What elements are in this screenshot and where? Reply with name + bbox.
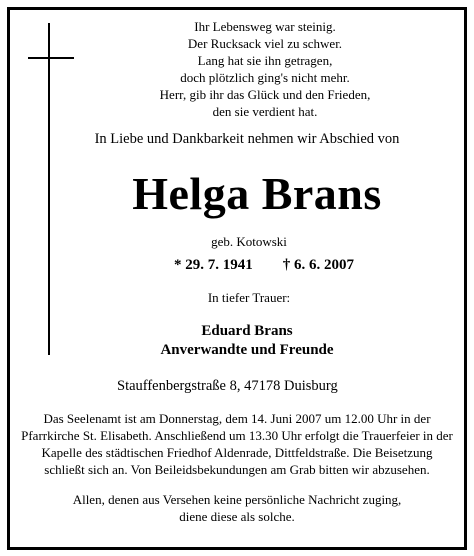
poem-line: Herr, gib ihr das Glück und den Frieden, xyxy=(159,87,371,102)
birth-date: * 29. 7. 1941 xyxy=(174,257,253,273)
family-address: Stauffenbergstraße 8, 47178 Duisburg xyxy=(117,378,338,394)
maiden-name: geb. Kotowski xyxy=(211,234,287,249)
life-dates xyxy=(174,257,354,274)
poem xyxy=(100,18,430,120)
death-date: † 6. 6. 2007 xyxy=(282,257,354,273)
deceased-name: Helga Brans xyxy=(132,168,382,219)
mourner-name: Anverwandte und Freunde xyxy=(160,342,334,358)
poem-line: den sie verdient hat. xyxy=(212,104,318,119)
notice-line: Das Seelenamt ist am Donnerstag, dem 14. Juni 2007 um 12.00 Uhr in der xyxy=(43,411,431,426)
notice-line: Kapelle des städtischen Friedhof Aldenrade, Dittfeldstraße. Die Beisetzung xyxy=(41,445,433,460)
notice-line: Pfarrkirche St. Elisabeth. Anschließend um 13.30 Uhr erfolgt die Trauerfeier in der xyxy=(21,428,453,443)
mourner-name: Eduard Brans xyxy=(201,323,293,339)
poem-line: doch plötzlich ging's nicht mehr. xyxy=(180,70,350,85)
closing-note xyxy=(0,491,474,525)
service-notice xyxy=(0,410,474,478)
poem-line: Lang hat sie ihn getragen, xyxy=(197,53,333,68)
notice-line: schließt sich an. Von Beileidsbekundungen am Grab bitten wir abzusehen. xyxy=(44,462,430,477)
cross-horizontal-bar xyxy=(28,57,74,59)
farewell-intro: In Liebe und Dankbarkeit nehmen wir Abschied von xyxy=(94,131,400,147)
mourners-list xyxy=(10,322,474,360)
mourning-intro: In tiefer Trauer: xyxy=(207,290,291,305)
closing-line: Allen, denen aus Versehen keine persönliche Nachricht zuging, xyxy=(72,492,402,507)
poem-line: Der Rucksack viel zu schwer. xyxy=(187,36,343,51)
poem-line: Ihr Lebensweg war steinig. xyxy=(194,19,336,34)
closing-line: diene diese als solche. xyxy=(179,509,295,524)
